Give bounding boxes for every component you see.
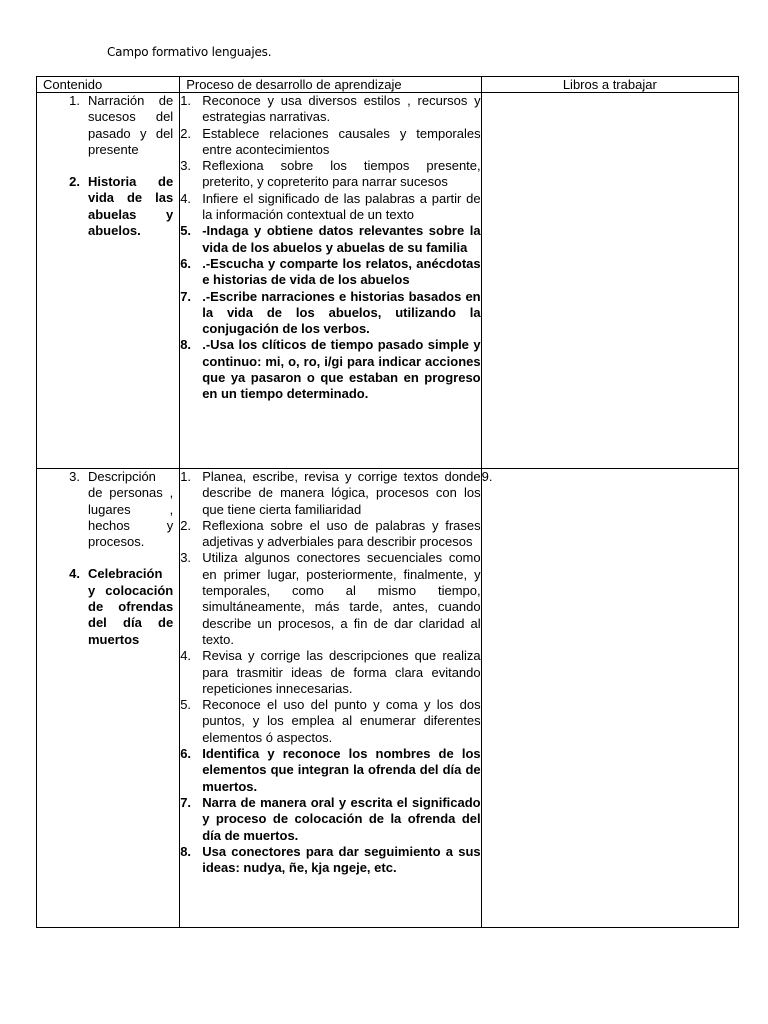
document-title: Campo formativo lenguajes. bbox=[107, 45, 272, 59]
item-number: 4. bbox=[180, 648, 192, 664]
planning-table bbox=[36, 76, 739, 928]
item-number: 7. bbox=[180, 288, 192, 304]
header-libros: Libros a trabajar bbox=[481, 77, 738, 93]
item-text: .-Escucha y comparte los relatos, anécdotas e historias de vida de los abuelos bbox=[202, 255, 481, 288]
contenido-list bbox=[37, 469, 179, 648]
item-text: Narración de sucesos del pasado y del presente bbox=[88, 93, 174, 157]
item-text: Usa conectores para dar seguimiento a sus ideas: nudya, ñe, kja ngeje, etc. bbox=[202, 843, 481, 876]
item-number: 5. bbox=[180, 223, 192, 239]
list-item bbox=[180, 256, 480, 289]
proceso-cell bbox=[180, 469, 481, 928]
list-item bbox=[180, 158, 480, 191]
header-row bbox=[37, 77, 739, 93]
item-number: 8. bbox=[180, 843, 192, 859]
item-number: 3. bbox=[180, 550, 192, 566]
proceso-list bbox=[180, 469, 480, 876]
item-text: Establece relaciones causales y temporales entre acontecimientos bbox=[202, 125, 481, 157]
item-number: 6. bbox=[180, 746, 192, 762]
item-text: Reconoce el uso del punto y coma y los dos puntos, y los emplea al enumerar diferentes elementos ó aspectos. bbox=[202, 697, 481, 745]
item-text: Celebración y colocación de ofrendas del día de muertos bbox=[88, 566, 174, 647]
list-item bbox=[180, 648, 480, 697]
list-item bbox=[180, 126, 480, 159]
item-text: Planea, escribe, revisa y corrige textos donde describe de manera lógica, procesos con los que tiene cierta familiaridad bbox=[202, 469, 481, 517]
list-item bbox=[180, 518, 480, 551]
item-text: Reconoce y usa diversos estilos , recursos y estrategias narrativas. bbox=[202, 93, 481, 125]
item-number: 3. bbox=[180, 158, 192, 174]
item-number: 3. bbox=[69, 469, 80, 484]
item-number: 6. bbox=[180, 255, 192, 271]
item-text: .-Escribe narraciones e historias basados en la vida de los abuelos, utilizando la conjugación de los verbos. bbox=[202, 288, 481, 337]
libros-cell: 9. bbox=[481, 469, 738, 928]
list-item bbox=[180, 746, 480, 795]
item-number: 1. bbox=[180, 469, 192, 484]
item-text: Reflexiona sobre los tiempos presente, preterito, y copreterito para narrar sucesos bbox=[202, 158, 481, 190]
list-item bbox=[180, 223, 480, 256]
item-number: 2. bbox=[69, 174, 80, 190]
table-row bbox=[37, 93, 739, 469]
item-number: 7. bbox=[180, 794, 192, 810]
item-number: 5. bbox=[180, 697, 192, 713]
item-number: 4. bbox=[69, 566, 80, 582]
contenido-list bbox=[37, 93, 179, 239]
item-text: Identifica y reconoce los nombres de los elementos que integran la ofrenda del día de muertos. bbox=[202, 746, 481, 794]
list-item bbox=[37, 566, 179, 647]
header-proceso: Proceso de desarrollo de aprendizaje bbox=[180, 77, 481, 93]
item-text: .-Usa los clíticos de tiempo pasado simple y continuo: mi, o, ro, i/gi para indicar acciones que ya pasaron o que estaban en progreso en un tiempo determinado. bbox=[202, 337, 481, 402]
libros-cell bbox=[481, 93, 738, 469]
item-text: Utiliza algunos conectores secuenciales como en primer lugar, posteriormente, finalmente, y temporales, como al mismo tiempo, simultáneamente, más tarde, antes, cuando describe un procesos, a fin de dar claridad al texto. bbox=[202, 550, 481, 647]
item-number: 2. bbox=[180, 517, 192, 533]
list-item bbox=[180, 697, 480, 746]
item-text: Narra de manera oral y escrita el significado y proceso de colocación de la ofrenda del día de muertos. bbox=[202, 794, 481, 843]
list-item bbox=[180, 289, 480, 338]
proceso-list bbox=[180, 93, 480, 403]
header-contenido: Contenido bbox=[37, 77, 180, 93]
item-text: Infiere el significado de las palabras a partir de la información contextual de un texto bbox=[202, 190, 481, 223]
contenido-cell bbox=[37, 469, 180, 928]
list-item bbox=[180, 93, 480, 126]
list-item bbox=[180, 191, 480, 224]
item-number: 2. bbox=[180, 125, 192, 141]
item-text: Revisa y corrige las descripciones que realiza para trasmitir ideas de forma clara evitando repeticiones innecesarias. bbox=[202, 648, 481, 696]
item-text: Historia de vida de las abuelas y abuelos. bbox=[88, 174, 174, 239]
item-number: 1. bbox=[180, 93, 192, 108]
item-text: Reflexiona sobre el uso de palabras y frases adjetivas y adverbiales para describir procesos bbox=[202, 517, 481, 550]
contenido-cell bbox=[37, 93, 180, 469]
item-text: -Indaga y obtiene datos relevantes sobre la vida de los abuelos y abuelas de su familia bbox=[202, 223, 481, 255]
list-item bbox=[180, 844, 480, 877]
item-number: 8. bbox=[180, 337, 192, 353]
item-number: 4. bbox=[180, 190, 192, 206]
item-number: 1. bbox=[69, 93, 80, 108]
list-item bbox=[37, 469, 179, 550]
list-item bbox=[180, 337, 480, 402]
list-item bbox=[37, 93, 179, 158]
item-text: Descripción de personas , lugares , hechos y procesos. bbox=[88, 469, 174, 550]
proceso-cell bbox=[180, 93, 481, 469]
list-item bbox=[37, 174, 179, 239]
list-item bbox=[180, 550, 480, 648]
table-row bbox=[37, 469, 739, 928]
list-item bbox=[180, 469, 480, 518]
list-item bbox=[180, 795, 480, 844]
